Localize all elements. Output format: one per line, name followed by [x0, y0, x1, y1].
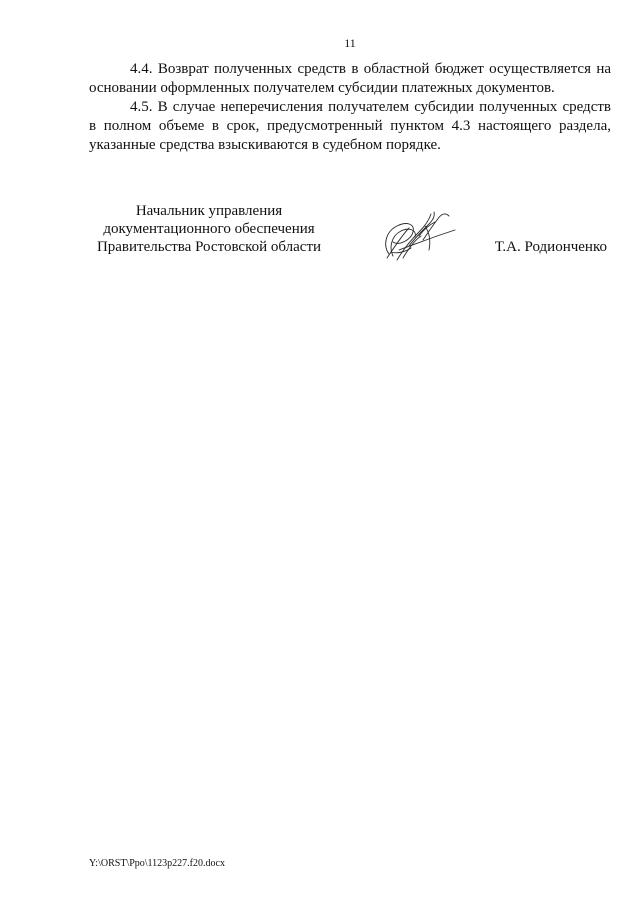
document-body	[89, 60, 611, 155]
signatory-title-line-1: Начальник управления	[135, 203, 283, 219]
document-file-path: Y:\ORST\Ppo\1123p227.f20.docx	[89, 858, 225, 869]
signatory-title-line-2: документационного обеспечения	[103, 221, 315, 237]
paragraph-4-4: 4.4. Возврат полученных средств в областной бюджет осуществляется на основании оформленных получателем субсидии платежных документов.	[89, 61, 611, 96]
handwritten-signature	[379, 206, 459, 264]
signatory-title	[89, 202, 329, 256]
signature-block	[89, 202, 611, 262]
signatory-title-line-3: Правительства Ростовской области	[96, 239, 322, 255]
paragraph-4-5: 4.5. В случае неперечисления получателем субсидии полученных средств в полном объеме в срок, предусмотренный пунктом 4.3 настоящего раздела, указанные средства взыскиваются в судебном порядке.	[89, 99, 611, 153]
page-number: 11	[344, 36, 356, 50]
signatory-name: Т.А. Родионченко	[494, 239, 607, 255]
